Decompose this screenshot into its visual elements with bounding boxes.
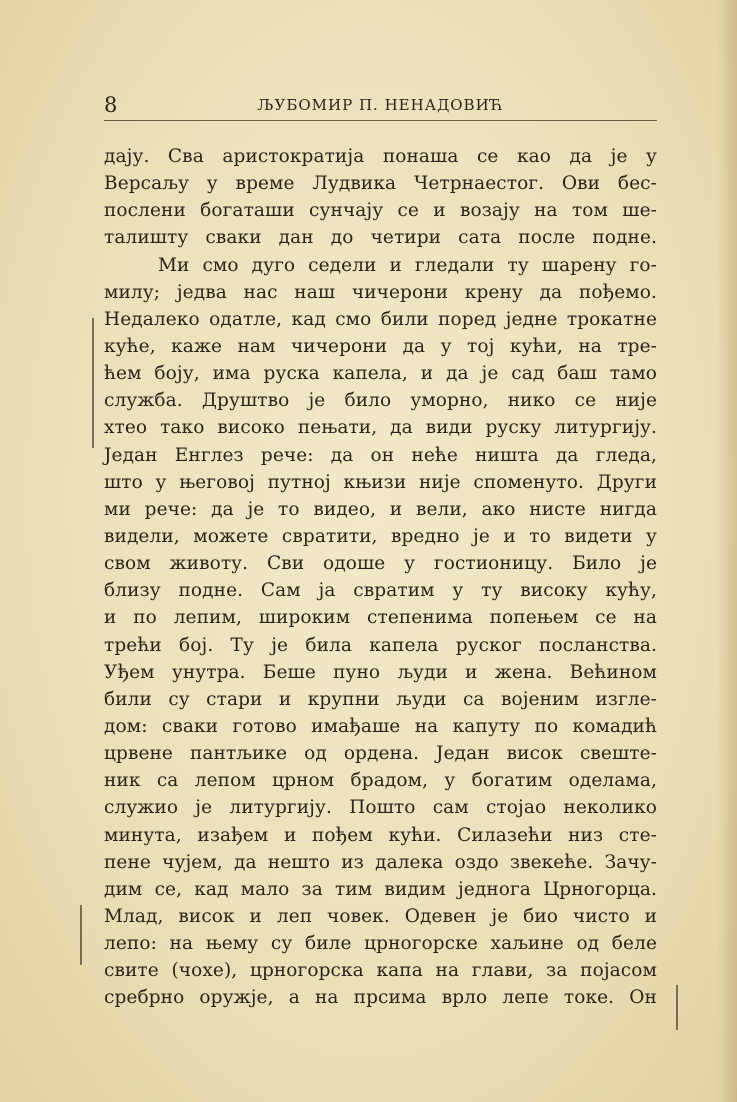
text-line: хтео тако високо пењати, да види руску литургију. bbox=[104, 417, 657, 439]
margin-pencil-mark bbox=[80, 905, 82, 965]
text-line: били су стари и крупни људи са војеним изгле- bbox=[104, 688, 657, 710]
text-line: служио је литургију. Пошто сам стојао неколико bbox=[104, 797, 657, 819]
page-header bbox=[104, 92, 657, 121]
text-line: Један Енглез рече: да он неће ништа да гледа, bbox=[104, 444, 657, 466]
text-line: црвене пантљике од ордена. Један висок свеште- bbox=[104, 743, 657, 765]
text-line: талишту сваки дан до четири сата после подне. bbox=[104, 227, 657, 249]
text-line: Версаљу у време Лудвика Четрнаестог. Ови бес- bbox=[104, 173, 657, 195]
text-line: дају. Сва аристократија понаша се као да је у bbox=[104, 146, 657, 167]
text-line: милу; једва нас наш чичерони крену да пођемо. bbox=[104, 281, 657, 303]
text-line: дим се, кад мало за тим видим једнога Црногорца. bbox=[104, 878, 657, 900]
text-line: сребрно оружје, а на прсима врло лепе токе. Он bbox=[104, 987, 657, 1009]
margin-pencil-mark bbox=[676, 985, 678, 1030]
body-text bbox=[104, 143, 657, 1012]
text-line: Недалеко одатле, кад смо били поред једне трокатне bbox=[104, 308, 657, 330]
running-head: ЉУБОМИР П. НЕНАДОВИЋ bbox=[257, 96, 504, 114]
text-line: Ми смо дуго седели и гледали ту шарену го- bbox=[158, 254, 657, 276]
text-line: пене чујем, да нешто из далека оздо звекеће. Зачу- bbox=[104, 851, 657, 873]
text-line: трећи бој. Ту је била капела руског посланства. bbox=[104, 634, 657, 656]
text-line: видели, можете свратити, вредно је и то видети у bbox=[104, 525, 657, 547]
text-line: и по лепим, широким степенима попењем се на bbox=[104, 607, 657, 629]
text-line: ми рече: да је то видео, и вели, ако нисте нигда bbox=[104, 498, 657, 520]
page-number: 8 bbox=[104, 93, 118, 117]
text-line: дом: сваки готово имађаше на капуту по комадић bbox=[104, 715, 657, 737]
text-line: што у његовој путној књизи није споменуто. Други bbox=[104, 471, 657, 493]
text-line: минута, изађем и пођем кући. Силазећи низ сте- bbox=[104, 824, 657, 846]
text-line: лепо: на њему су биле црногорске хаљине од беле bbox=[104, 933, 657, 955]
text-line: куће, каже нам чичерони да у тој кући, на тре- bbox=[104, 335, 657, 357]
text-line: свом животу. Сви одоше у гостионицу. Било је bbox=[104, 553, 657, 575]
text-line: ћем боју, има руска капела, и да је сад баш тамо bbox=[104, 363, 657, 385]
text-line: послени богаташи сунчају се и возају на том ше- bbox=[104, 200, 657, 222]
text-line: свите (чохе), црногорска капа на глави, за појасом bbox=[104, 960, 657, 982]
text-line: Уђем унутра. Беше пуно људи и жена. Већином bbox=[104, 661, 657, 683]
text-line: Млад, висок и леп човек. Одевен је био чисто и bbox=[104, 905, 657, 927]
text-line: ник са лепом црном брадом, у богатим оделама, bbox=[104, 770, 657, 792]
margin-pencil-mark bbox=[92, 318, 94, 448]
page-edge-shadow bbox=[717, 0, 737, 1102]
text-line: близу подне. Сам ја свратим у ту високу кућу, bbox=[104, 580, 657, 602]
text-line: служба. Друштво је било уморно, нико се није bbox=[104, 390, 657, 412]
